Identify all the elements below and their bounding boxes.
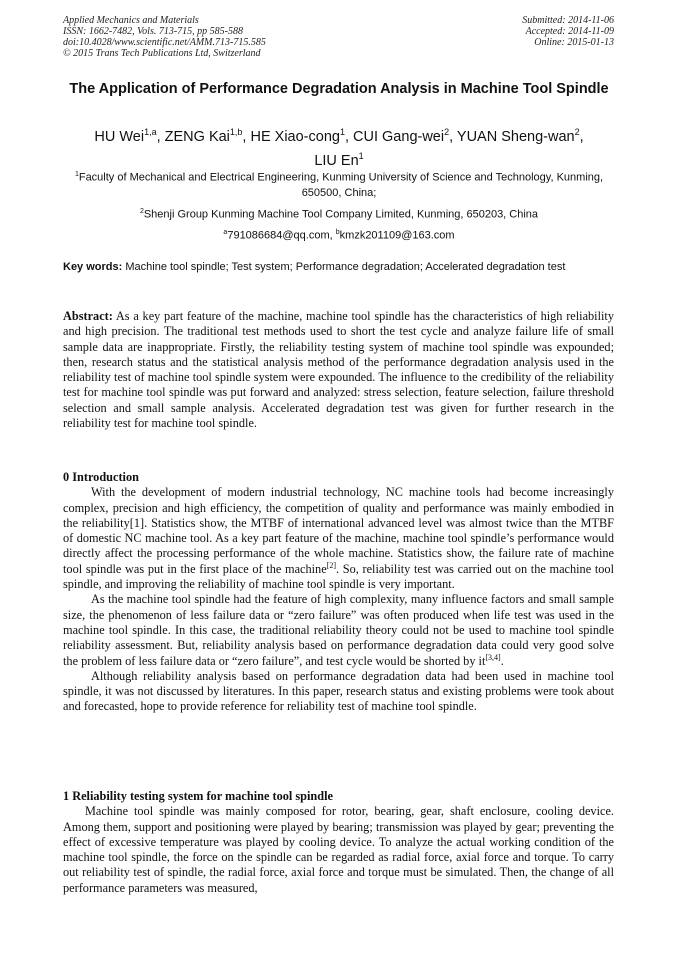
paragraph: Machine tool spindle was mainly composed for rotor, bearing, gear, shaft enclosure, cooling device. Among them, support and positioning were played by bearing; transmission was played by gear; preventing the effect of excessive temperature was played by cooling device. To analyze the actual working condition of the machine tool spindle, the force on the spindle can be regarded as radial force, axial force and torque. To carry out reliability test of spindle, the radial force, axial force and torque must be simulated. Then, the change of all performance parameters was measured, [63, 804, 614, 895]
paragraph [63, 592, 614, 668]
citation[interactable]: [3,4] [485, 652, 501, 662]
author-name: LIU En [314, 152, 359, 169]
section-heading: 1 Reliability testing system for machine tool spindle [63, 789, 333, 803]
journal-name: Applied Mechanics and Materials [63, 15, 199, 26]
section-introduction [63, 470, 614, 715]
citation[interactable]: [2] [326, 560, 336, 570]
section-reliability-testing [63, 789, 614, 896]
affiliation-text: Shenji Group Kunming Machine Tool Company Limited, Kunming, 650203, China [143, 208, 539, 221]
author-name: HE Xiao-cong [250, 128, 340, 145]
copyright: © 2015 Trans Tech Publications Ltd, Switzerland [63, 48, 261, 59]
email-addresses [60, 225, 618, 244]
abstract-label: Abstract: [63, 309, 113, 323]
keywords-label: Key words: [63, 261, 123, 273]
author-list: HU Wei$^{1,a}$, ZENG Kai$^{1,b}$, HE Xiao-cong$^1$, CUI Gang-wei$^2$, YUAN Sheng-wan$^2$, LIU En$^1$ [94, 127, 584, 169]
email-link[interactable]: kmzk201109@163.com [339, 229, 455, 242]
author-affil-sup: 2 [444, 127, 450, 137]
doi: doi:10.4028/www.scientific.net/AMM.713-715.585 [63, 37, 266, 48]
affiliation-1 [60, 167, 618, 201]
submitted-date: Submitted: 2014-11-06 [522, 15, 614, 26]
affiliation-sup: 1 [74, 171, 79, 178]
accepted-date: Accepted: 2014-11-09 [525, 26, 614, 37]
journal-info [63, 15, 266, 59]
email-sup: b [335, 229, 340, 236]
paragraph-text: With the development of modern industrial technology, NC machine tools had become increasingly complex, precision and high efficiency, the competition of quality and performance was mainly embodied in the reliability[1]. Statistics show, the MTBF of international advanced level was almost twice than the MTBF of domestic NC machine tool. As a key part feature of the machine, machine tool spindle’s performance would directly affect the processing performance of the whole machine. Statistics show, the failure rate of machine tool spindle was put in the first place of the machine [63, 485, 614, 576]
author-affil-sup: 1 [339, 127, 345, 137]
paper-title: The Application of Performance Degradation Analysis in Machine Tool Spindle [69, 81, 609, 97]
paragraph-text: As the machine tool spindle had the feature of high complexity, many influence factors and small sample size, the phenomenon of less failure data or “zero failure” was often produced when life test was used in the machine tool spindle. In this case, the traditional reliability theory could not be used to machine tool spindle reliability assessment. But, reliability analysis based on performance degradation data could very good solve the problem of less failure data or “zero failure”, and test cycle would be shorted by it [63, 592, 614, 668]
abstract-text: As a key part feature of the machine, machine tool spindle has the characteristics of high reliability and high precision. The traditional test methods used to short the test cycle and analyze failure life of small sample data are inappropriate. Firstly, the reliability testing system of machine tool spindle was expounded; then, research status and the statistical analysis method of the performance degradation analysis used in the reliability test of machine tool spindle system were expounded. The influence to the credibility of the reliability test for machine tool spindle was put forward and analyzed: stress selection, feature selection, failure threshold selection and small sample analysis. Accelerated degradation test was given for further research in the reliability test for machine tool spindle. [63, 309, 614, 431]
section-heading: 0 Introduction [63, 470, 139, 484]
publication-dates [522, 15, 614, 48]
author-name: YUAN Sheng-wan [456, 128, 575, 145]
abstract [63, 309, 614, 431]
email-sup: a [223, 229, 228, 236]
email-link[interactable]: 791086684@qq.com, [227, 229, 336, 242]
affiliation-2 [60, 204, 618, 223]
affiliation-text: Faculty of Mechanical and Electrical Engineering, Kunming University of Science and Technology, Kunming, 650500, China; [78, 171, 604, 199]
author-name: ZENG Kai [164, 128, 230, 145]
author-affil-sup: 1,a [144, 127, 157, 137]
keywords [63, 260, 614, 275]
author-name: HU Wei [94, 128, 145, 145]
author-affil-sup: 2 [574, 127, 580, 137]
author-name: CUI Gang-wei [353, 128, 445, 145]
online-date: Online: 2015-01-13 [534, 37, 614, 48]
keywords-text: Machine tool spindle; Test system; Performance degradation; Accelerated degradation test [122, 261, 566, 273]
paragraph-text: . [500, 653, 504, 668]
paragraph: Although reliability analysis based on performance degradation data had been used in machine tool spindle, it was not discussed by literatures. In this paper, research status and existing problems were took about and forecasted, hope to provide reference for reliability test of machine tool spindle. [63, 668, 614, 714]
paragraph [63, 485, 614, 592]
paragraph-text: . So, reliability test was carried out on the machine tool spindle, and improving the reliability of machine tool spindle is very important. [63, 561, 614, 592]
issn: ISSN: 1662-7482, Vols. 713-715, pp 585-588 [63, 26, 243, 37]
author-affil-sup: 1 [358, 150, 364, 161]
affiliation-sup: 2 [139, 208, 144, 215]
author-affil-sup: 1,b [229, 127, 243, 137]
